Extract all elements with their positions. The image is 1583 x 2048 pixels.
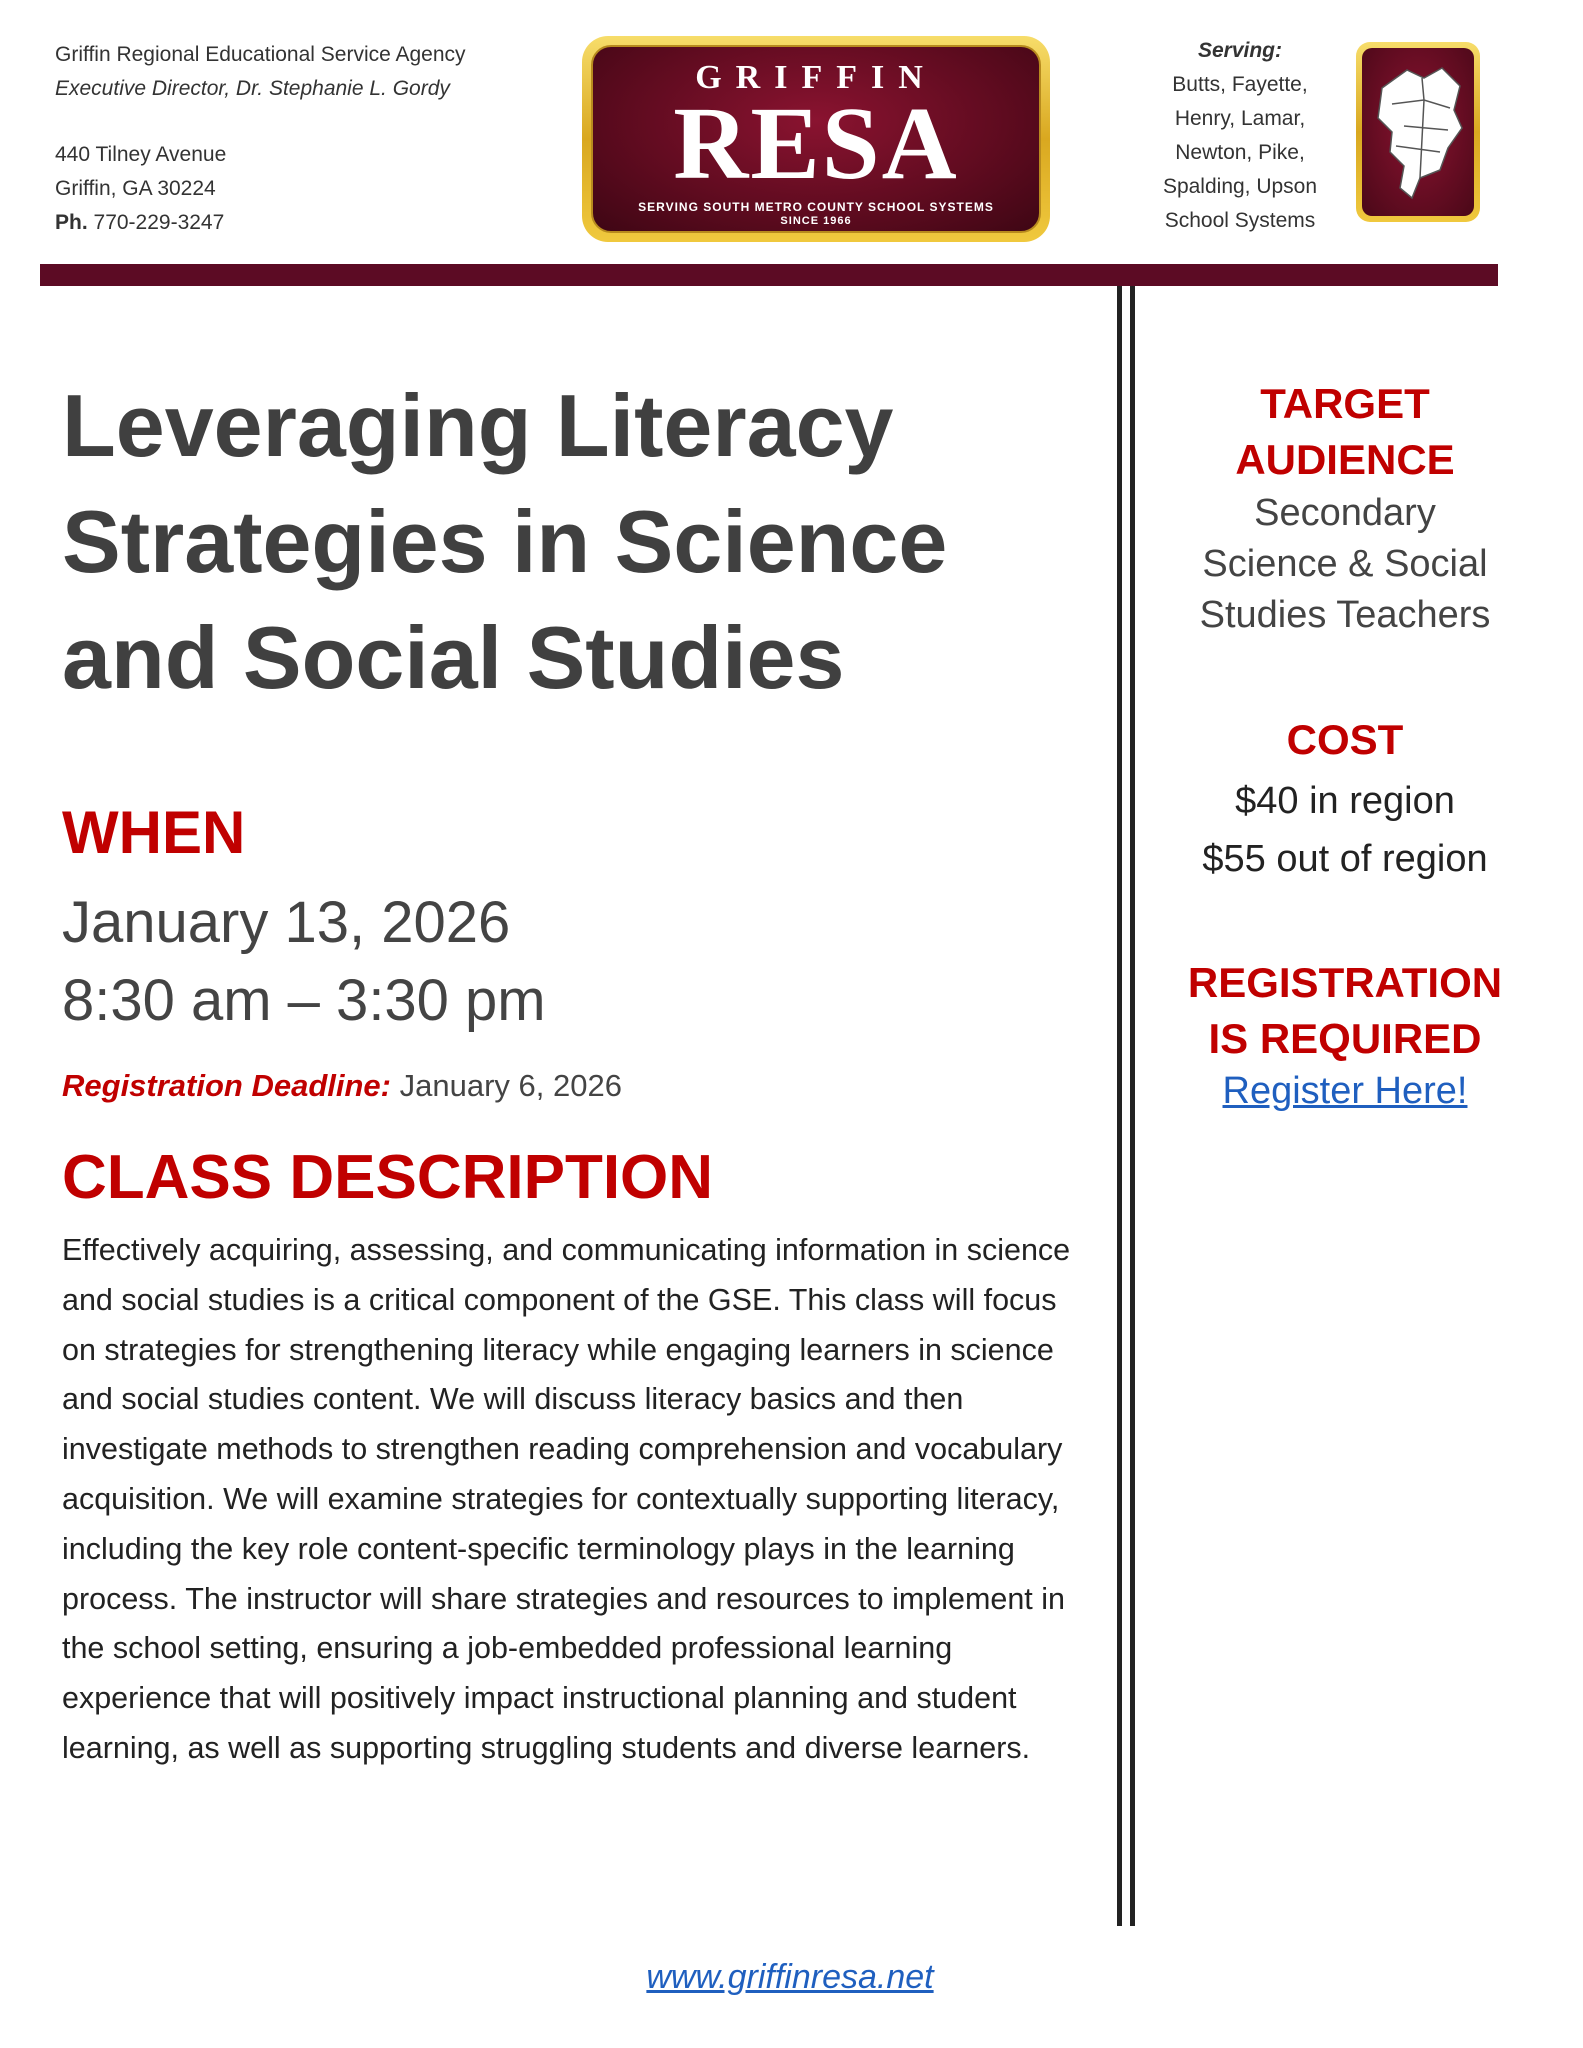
phone-label: Ph. [55, 211, 88, 234]
org-contact-block [55, 38, 575, 240]
logo-main-text: RESA [673, 86, 959, 201]
registration-deadline [62, 1068, 622, 1104]
map-plate [1362, 48, 1474, 216]
event-time: 8:30 am – 3:30 pm [62, 968, 546, 1033]
target-audience-text [1150, 488, 1540, 641]
registration-heading-line: IS REQUIRED [1208, 1015, 1482, 1062]
deadline-date: January 6, 2026 [399, 1068, 622, 1103]
target-audience-heading-line: TARGET [1260, 380, 1430, 427]
audience-line: Science & Social [1202, 543, 1488, 585]
serving-line: School Systems [1164, 209, 1316, 232]
serving-line: Butts, Fayette, [1172, 73, 1308, 96]
serving-line: Henry, Lamar, [1174, 107, 1306, 130]
registration-required-heading [1150, 955, 1540, 1067]
griffin-resa-logo [582, 36, 1050, 242]
audience-line: Secondary [1254, 492, 1436, 534]
cost-in-region: $40 in region [1235, 780, 1455, 822]
logo-plate [591, 45, 1041, 233]
target-audience-heading-line: AUDIENCE [1235, 436, 1455, 483]
cost-out-of-region: $55 out of region [1202, 838, 1488, 880]
serving-line: Newton, Pike, [1175, 141, 1305, 164]
register-here-link[interactable]: Register Here! [1222, 1070, 1468, 1112]
deadline-label: Registration Deadline: [62, 1068, 391, 1103]
logo-since: SINCE 1966 [780, 215, 852, 227]
audience-line: Studies Teachers [1199, 594, 1491, 636]
target-audience-heading [1150, 376, 1540, 488]
phone-line [55, 206, 575, 240]
serving-block [1110, 34, 1370, 238]
header-divider-bar [40, 264, 1498, 286]
county-map-shape [1362, 48, 1474, 216]
page-title: Leveraging Literacy Strategies in Science and Social Studies [62, 376, 948, 707]
logo-top-text: GRIFFIN [695, 59, 937, 96]
org-name: Griffin Regional Educational Service Agency [55, 43, 466, 66]
address-line-1: 440 Tilney Avenue [55, 143, 227, 166]
county-map-icon [1356, 42, 1480, 222]
website-link[interactable]: www.griffinresa.net [646, 1958, 934, 1996]
cost-heading: COST [1286, 716, 1404, 763]
phone-number: 770-229-3247 [93, 211, 225, 234]
registration-heading-line: REGISTRATION [1187, 959, 1503, 1006]
class-description-body: Effectively acquiring, assessing, and communicating information in science and social studies is a critical component of the GSE. This class will focus on strategies for strengthening literacy while engaging learners in science and social studies content. We will discuss literacy basics and then investigate methods to strengthen reading comprehension and vocabulary acquisition. We will examine strategies for contextually supporting literacy, including the key role content-specific terminology plays in the learning process. The instructor will share strategies and resources to implement in the school setting, ensuring a job-embedded professional learning experience that will positively impact instructional planning and student learning, as well as supporting struggling students and diverse learners. [62, 1233, 1071, 1765]
serving-title: Serving: [1197, 39, 1283, 62]
serving-line: Spalding, Upson [1162, 175, 1318, 198]
logo-subtitle: SERVING SOUTH METRO COUNTY SCHOOL SYSTEMS [638, 200, 994, 214]
event-date: January 13, 2026 [62, 890, 511, 955]
address-line-2: Griffin, GA 30224 [55, 177, 216, 200]
column-divider [1117, 286, 1135, 1926]
executive-director: Executive Director, Dr. Stephanie L. Gordy [55, 77, 450, 100]
class-description-heading: CLASS DESCRIPTION [62, 1143, 714, 1212]
when-heading: WHEN [62, 799, 246, 866]
